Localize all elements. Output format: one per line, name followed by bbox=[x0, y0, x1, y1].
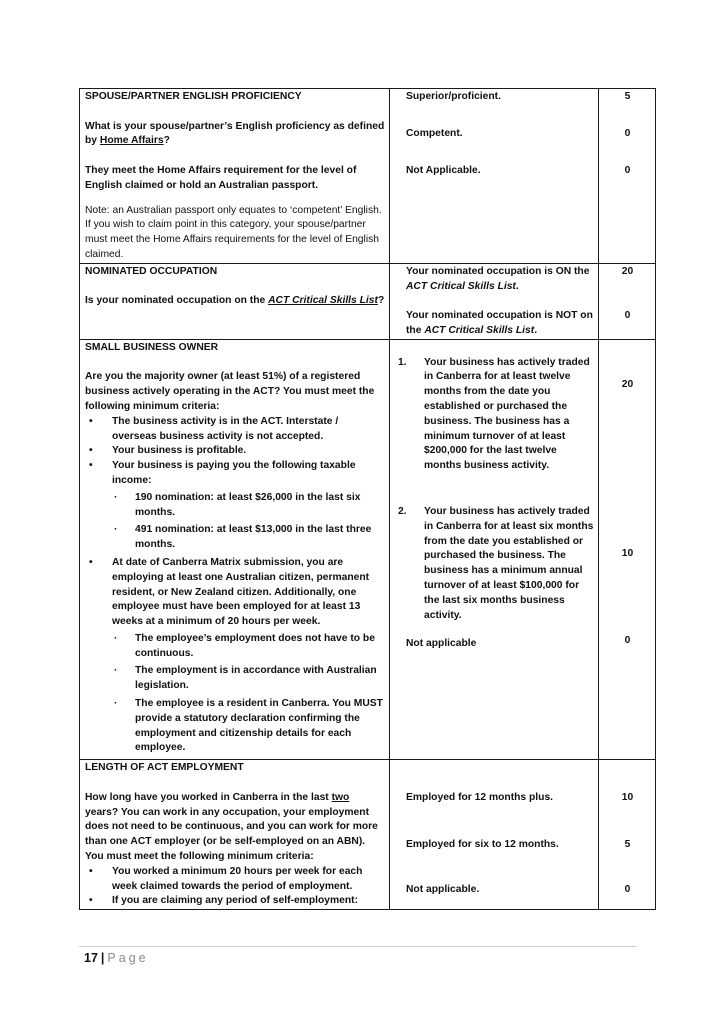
option-label: Your nominated occupation is ON the ACT Critical Skills List. bbox=[406, 265, 590, 292]
points-value: 0 bbox=[624, 884, 631, 896]
option-label: Competent. bbox=[406, 127, 463, 139]
home-affairs-link[interactable]: Home Affairs bbox=[99, 135, 164, 147]
list-item: 2. Your business has actively traded in Canberra for at least six months from the date you established or purchased the business. The business has a minimum annual turnover of at least $100,000 for the last six months business activity. bbox=[398, 505, 594, 621]
points-value: 10 bbox=[621, 791, 634, 803]
question: What is your spouse/partner’s English proficiency as defined by Home Affairs? bbox=[85, 120, 385, 147]
row-title: LENGTH OF ACT EMPLOYMENT bbox=[85, 762, 244, 774]
points-value: 10 bbox=[621, 547, 634, 559]
option-cell bbox=[390, 89, 599, 264]
sub-list-item: · The employee’s employment does not have to be continuous. bbox=[85, 632, 385, 662]
option-label: Employed for six to 12 months. bbox=[406, 838, 559, 850]
page-number: 17 bbox=[84, 951, 98, 965]
document-page bbox=[79, 88, 637, 910]
table-row-small-business-owner bbox=[80, 339, 656, 760]
footer-separator: | bbox=[100, 951, 105, 965]
table-row-spouse-english bbox=[80, 89, 656, 264]
row-title: SPOUSE/PARTNER ENGLISH PROFICIENCY bbox=[85, 91, 302, 102]
points-value: 0 bbox=[624, 127, 631, 139]
option-cell bbox=[390, 339, 599, 760]
intro-text: Are you the majority owner (at least 51%) of a registered business actively operating in the ACT? You must meet the following minimum criteria: bbox=[85, 371, 375, 412]
points-table bbox=[79, 88, 656, 910]
option-label: Not applicable. bbox=[406, 884, 480, 896]
row-title: SMALL BUSINESS OWNER bbox=[85, 341, 219, 353]
footer-divider bbox=[79, 946, 637, 947]
table-row-act-employment bbox=[80, 760, 656, 910]
criteria-cell bbox=[80, 760, 390, 910]
points-value: 20 bbox=[621, 378, 634, 390]
list-item: • If you are claiming any period of self-employment: bbox=[85, 894, 385, 909]
list-item: • Your business is paying you the following taxable income: · 190 nomination: at least $26,000 in the last six months. · 491 nomination: at least $13,000 in the last three months. bbox=[85, 459, 385, 553]
option-label: Not Applicable. bbox=[406, 164, 481, 176]
option-cell bbox=[390, 760, 599, 910]
criteria-cell bbox=[80, 263, 390, 339]
note-text: Note: an Australian passport only equates to ‘competent’ English. If you wish to claim point in this category, your spouse/partner must meet the Home Affairs requirements for the level of English claimed. bbox=[85, 204, 382, 260]
points-value: 0 bbox=[624, 635, 631, 647]
sub-list-item: · The employment is in accordance with Australian legislation. bbox=[85, 664, 385, 694]
sub-list-item: · 491 nomination: at least $13,000 in the last three months. bbox=[85, 523, 385, 553]
list-item: 1. Your business has actively traded in Canberra for at least twelve months from the date you established or purchased the business. The business has a minimum turnover of at least $200,000 for the last twelve months business activity. bbox=[398, 356, 590, 472]
business-options-list bbox=[398, 356, 594, 624]
criteria-cell bbox=[80, 89, 390, 264]
option-cell bbox=[390, 263, 599, 339]
criteria-cell bbox=[80, 339, 390, 760]
list-item: • The business activity is in the ACT. Interstate / overseas business activity is not accepted. bbox=[85, 415, 385, 445]
critical-skills-list-link[interactable]: ACT Critical Skills List bbox=[268, 295, 378, 307]
question: Is your nominated occupation on the ACT Critical Skills List? bbox=[85, 295, 385, 307]
points-cell bbox=[599, 760, 656, 910]
question: How long have you worked in Canberra in the last two years? You can work in any occupation, your employment does not need to be continuous, and you can work for more than one ACT employer (or be self-employed on an ABN). You must meet the following minimum criteria: bbox=[85, 791, 378, 863]
requirement-text: They meet the Home Affairs requirement for the level of English claimed or hold an Australian passport. bbox=[85, 164, 357, 191]
sub-list bbox=[85, 491, 385, 553]
option-label: Your nominated occupation is NOT on the ACT Critical Skills List. bbox=[406, 310, 593, 336]
list-item: • At date of Canberra Matrix submission, you are employing at least one Australian citizen, permanent resident, or New Zealand citizen. Additionally, one employee must have been employed for at least 13 weeks at a minimum of 20 hours per week. · The employee’s employment does not have to be continuous. · The employment is in accordance with Australian legislation. · The employee is a resident in Canberra. You MUST provide a statutory declaration confirming the employment and citizenship details for each employee. bbox=[85, 556, 385, 756]
page-footer bbox=[84, 951, 149, 965]
sub-list-item: · 190 nomination: at least $26,000 in the last six months. bbox=[85, 491, 385, 521]
points-cell bbox=[599, 263, 656, 339]
table-row-nominated-occupation bbox=[80, 263, 656, 339]
sub-list-item: · The employee is a resident in Canberra. You MUST provide a statutory declaration confirming the employment and citizenship details for each employee. bbox=[85, 697, 385, 756]
sub-list bbox=[85, 632, 385, 756]
list-item: • You worked a minimum 20 hours per week for each week claimed towards the period of employment. bbox=[85, 865, 385, 895]
points-value: 0 bbox=[624, 310, 631, 322]
option-label: Superior/proficient. bbox=[406, 91, 501, 102]
criteria-list bbox=[85, 415, 385, 757]
criteria-list bbox=[85, 865, 385, 909]
list-item: • Your business is profitable. bbox=[85, 444, 385, 459]
points-cell bbox=[599, 89, 656, 264]
row-title: NOMINATED OCCUPATION bbox=[85, 265, 218, 277]
points-cell bbox=[599, 339, 656, 760]
points-value: 5 bbox=[624, 91, 631, 102]
points-value: 20 bbox=[621, 265, 634, 277]
page-label: Page bbox=[107, 951, 149, 965]
option-label: Not applicable bbox=[406, 638, 477, 650]
option-label: Employed for 12 months plus. bbox=[406, 791, 554, 803]
points-value: 5 bbox=[624, 838, 631, 850]
points-value: 0 bbox=[624, 164, 631, 176]
